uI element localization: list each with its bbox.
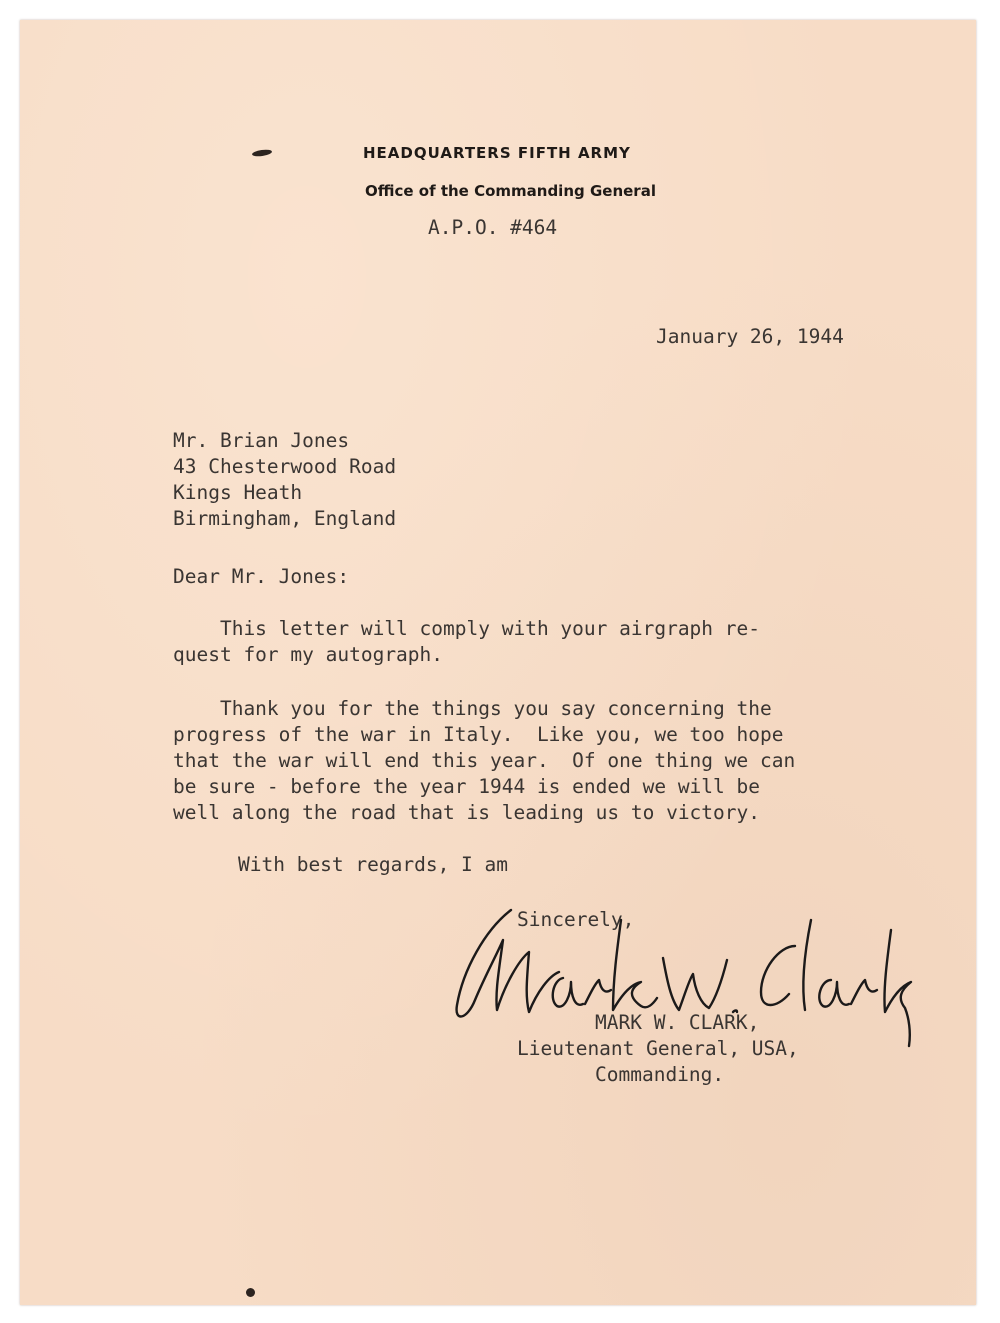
letter-sheet [20, 20, 976, 1305]
recipient-city: Birmingham, England [173, 507, 397, 530]
recipient-street: 43 Chesterwood Road [173, 455, 397, 478]
letter-date: January 26, 1944 [656, 325, 844, 348]
body-line: well along the road that is leading us to victory. [173, 801, 760, 824]
body-line: that the war will end this year. Of one thing we can [173, 749, 796, 772]
recipient-address [173, 428, 396, 532]
closing-line: With best regards, I am [238, 853, 509, 876]
recipient-name: Mr. Brian Jones [173, 429, 350, 452]
body-paragraph-2 [173, 696, 795, 826]
signature-block [517, 1010, 799, 1088]
signatory-role: Commanding. [595, 1063, 725, 1086]
body-line: progress of the war in Italy. Like you, we too hope [173, 723, 784, 746]
ink-mark [246, 1288, 255, 1297]
recipient-district: Kings Heath [173, 481, 303, 504]
sign-off: Sincerely, [517, 908, 635, 931]
body-line: quest for my autograph. [173, 643, 444, 666]
body-paragraph-1 [173, 616, 760, 668]
letterhead-apo: A.P.O. #464 [428, 216, 558, 239]
signatory-name: MARK W. CLARK, [595, 1011, 760, 1034]
letterhead-title: HEADQUARTERS FIFTH ARMY [363, 144, 631, 162]
salutation: Dear Mr. Jones: [173, 565, 350, 588]
body-line: Thank you for the things you say concerning the [173, 697, 772, 720]
body-line: This letter will comply with your airgraph re- [173, 617, 760, 640]
ink-mark [252, 149, 273, 158]
signatory-rank: Lieutenant General, USA, [517, 1037, 799, 1060]
letterhead-office: Office of the Commanding General [365, 182, 656, 200]
body-line: be sure - before the year 1944 is ended we will be [173, 775, 760, 798]
